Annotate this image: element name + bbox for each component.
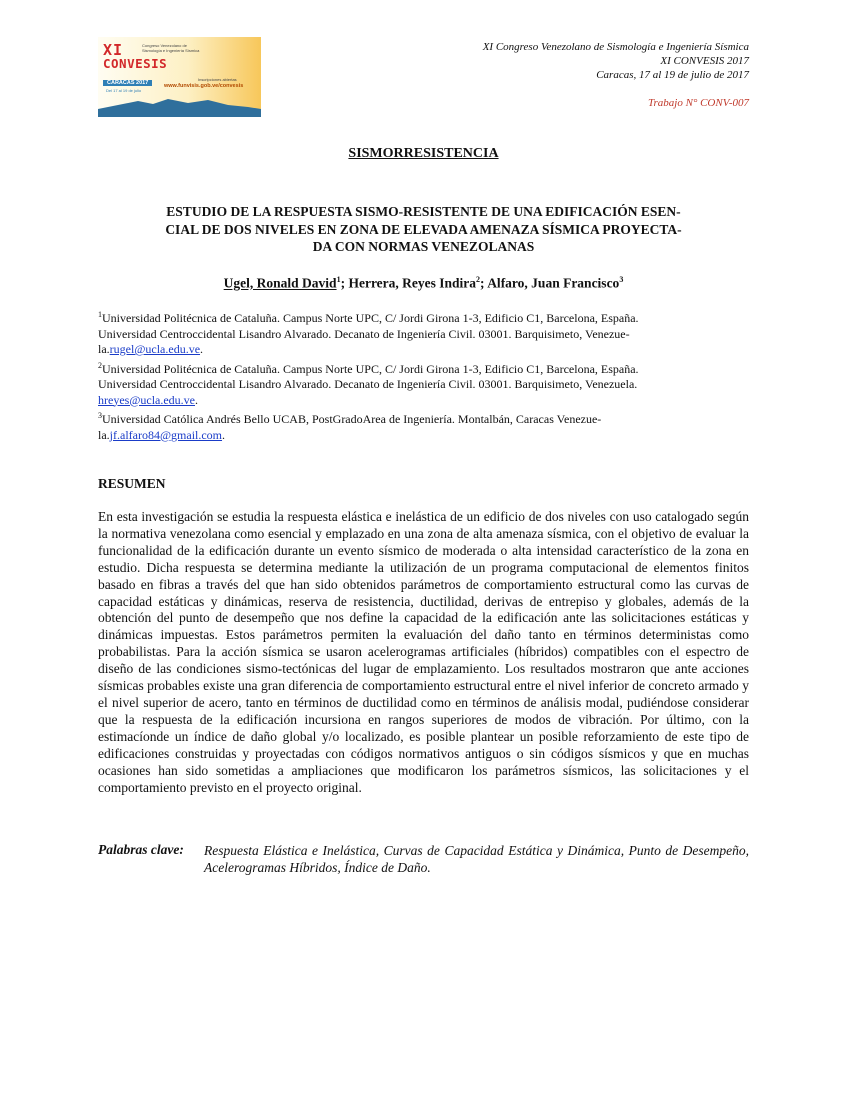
affiliation-line: Universidad Politécnica de Cataluña. Campus Norte UPC, C/ Jordi Girona 1-3, Edificio C1, Barcelona, España. <box>102 311 639 325</box>
email-link[interactable]: jf.alfaro84@gmail.com <box>109 427 223 442</box>
mountain-silhouette-icon <box>98 95 261 117</box>
affiliations <box>98 307 749 443</box>
affiliation-sup: 2 <box>98 360 102 370</box>
logo-city: CARACAS 2017 <box>103 80 152 86</box>
author-sup: 2 <box>476 275 481 284</box>
abstract-body: En esta investigación se estudia la respuesta elástica e inelástica de un edificio de dos niveles con uso catalogado según la normativa venezolana como esencial y emplazado en una zona de alta amenaza sísmica, con el objetivo de evaluar la funcionalidad de la edificación durante un evento sísmico de moderada o alta intensidad característico de la zona en estudio. Dicha respuesta se determina mediante la utilización de un programa computacional de elementos finitos basado en fibras a través del que han sido obtenidos parámetros de comportamiento estructural como las curvas de capacidad estáticas y dinámicas, reserva de resistencia, ductilidad, derivas de entrepiso y globales, además de la obtención del punto de desempeño que nos define la capacidad de la edificación ante las solicitaciones estáticas y dinámicas impuestas. Estos parámetros permiten la evaluación del daño tanto en términos deterministas como probabilistas. Para la acción sísmica se usaron acelerogramas artificiales (híbridos) compatibles con el espectro de diseño de las condiciones sismo-tectónicas del lugar de emplazamiento. Los resultados mostraron que ante acciones sísmicas probables existe una gran diferencia de comportamiento estructural entre el nivel inferior de concreto armado y el nivel superior de acero, tanto en términos de ductilidad como en términos de análisis modal, pudiéndose considerar que la respuesta de la edificación incursiona en rangos superiores de modos de vibración. Por último, con la estimacíonde un índice de daño global y/o localizado, es posible plantear un posible reforzamiento de este tipo de edificaciones construidas y proyectadas con códigos normativos antiguos o sin códigos sísmicos y que en muchas ocasiones han sido sometidas a ampliaciones que modificaron los parámetros sísmicos, las solicitaciones y el comportamiento previsto en el proyecto original. <box>98 509 749 795</box>
author-name: Ugel, Ronald David <box>223 275 337 291</box>
author-name: Herrera, Reyes Indira <box>348 275 477 291</box>
affiliation-line: Universidad Católica Andrés Bello UCAB, PostGradoArea de Ingeniería. Montalbán, Caracas Venezue- <box>102 412 602 426</box>
keywords-label-text: Palabras clave <box>98 842 180 857</box>
affiliation-suffix: . <box>195 392 199 407</box>
affiliation-line: Universidad Centroccidental Lisandro Alvarado. Decanato de Ingeniería Civil. 03001. Barquisimeto, Venezue- <box>98 326 630 341</box>
logo-dates: Del 17 al 19 de julio <box>106 88 142 93</box>
email-link[interactable]: hreyes@ucla.edu.ve <box>98 392 196 407</box>
affiliation-suffix: . <box>200 342 204 356</box>
conference-date: Caracas, 17 al 19 de julio de 2017 <box>596 69 749 81</box>
section-title: SISMORRESISTENCIA <box>348 146 499 161</box>
affiliation-line: Universidad Centroccidental Lisandro Alvarado. Decanato de Ingeniería Civil. 03001. Barquisimeto, Venezuela. <box>98 377 638 391</box>
logo-tagline: Congreso Venezolano de Sismología e Ingeniería Sísmica <box>142 43 200 53</box>
title-line: CIAL DE DOS NIVELES EN ZONA DE ELEVADA AMENAZA SÍSMICA PROYECTA- <box>165 221 682 237</box>
affiliation-sup: 1 <box>98 310 102 319</box>
affiliation-1 <box>98 307 749 358</box>
conference-name: XI Congreso Venezolano de Sismología e Ingeniería Sísmica <box>482 41 749 53</box>
affiliation-prefix: la. <box>98 342 110 356</box>
keywords-colon: : <box>179 842 184 857</box>
keywords-label <box>98 842 184 858</box>
conference-short: XI CONVESIS 2017 <box>660 55 749 67</box>
paper-title <box>98 203 749 256</box>
author-sep: ; <box>340 275 349 291</box>
abstract-heading: RESUMEN <box>98 476 166 491</box>
logo-inscriptions: Inscripciones abiertas <box>198 77 237 82</box>
author-sep: ; <box>480 275 488 291</box>
title-line: ESTUDIO DE LA RESPUESTA SISMO-RESISTENTE DE UNA EDIFICACIÓN ESEN- <box>166 204 681 219</box>
conference-header <box>483 40 749 82</box>
email-link[interactable]: rugel@ucla.edu.ve <box>109 342 201 356</box>
author-name: Alfaro, Juan Francisco <box>487 275 620 291</box>
affiliation-sup: 3 <box>98 411 102 420</box>
keywords-text: Respuesta Elástica e Inelástica, Curvas de Capacidad Estática y Dinámica, Punto de Desempeño, Acelerogramas Híbridos, Índice de Daño. <box>204 843 749 875</box>
affiliation-3 <box>98 408 749 443</box>
convesis-logo <box>98 37 261 117</box>
author-list <box>0 275 847 292</box>
paper-id: Trabajo N° CONV-007 <box>648 97 749 109</box>
affiliation-line: Universidad Politécnica de Cataluña. Campus Norte UPC, C/ Jordi Girona 1-3, Edificio C1, Barcelona, España. <box>102 361 639 376</box>
logo-url: www.funvisis.gob.ve/convesis <box>164 83 244 89</box>
author-sup: 1 <box>336 275 341 284</box>
author-sup: 3 <box>619 275 624 284</box>
logo-convesis: CONVESIS <box>103 56 168 71</box>
logo-xi: XI <box>103 41 124 59</box>
title-line: DA CON NORMAS VENEZOLANAS <box>312 239 535 254</box>
affiliation-2 <box>98 358 749 409</box>
affiliation-suffix: . <box>222 427 226 442</box>
affiliation-prefix: la. <box>98 427 110 442</box>
